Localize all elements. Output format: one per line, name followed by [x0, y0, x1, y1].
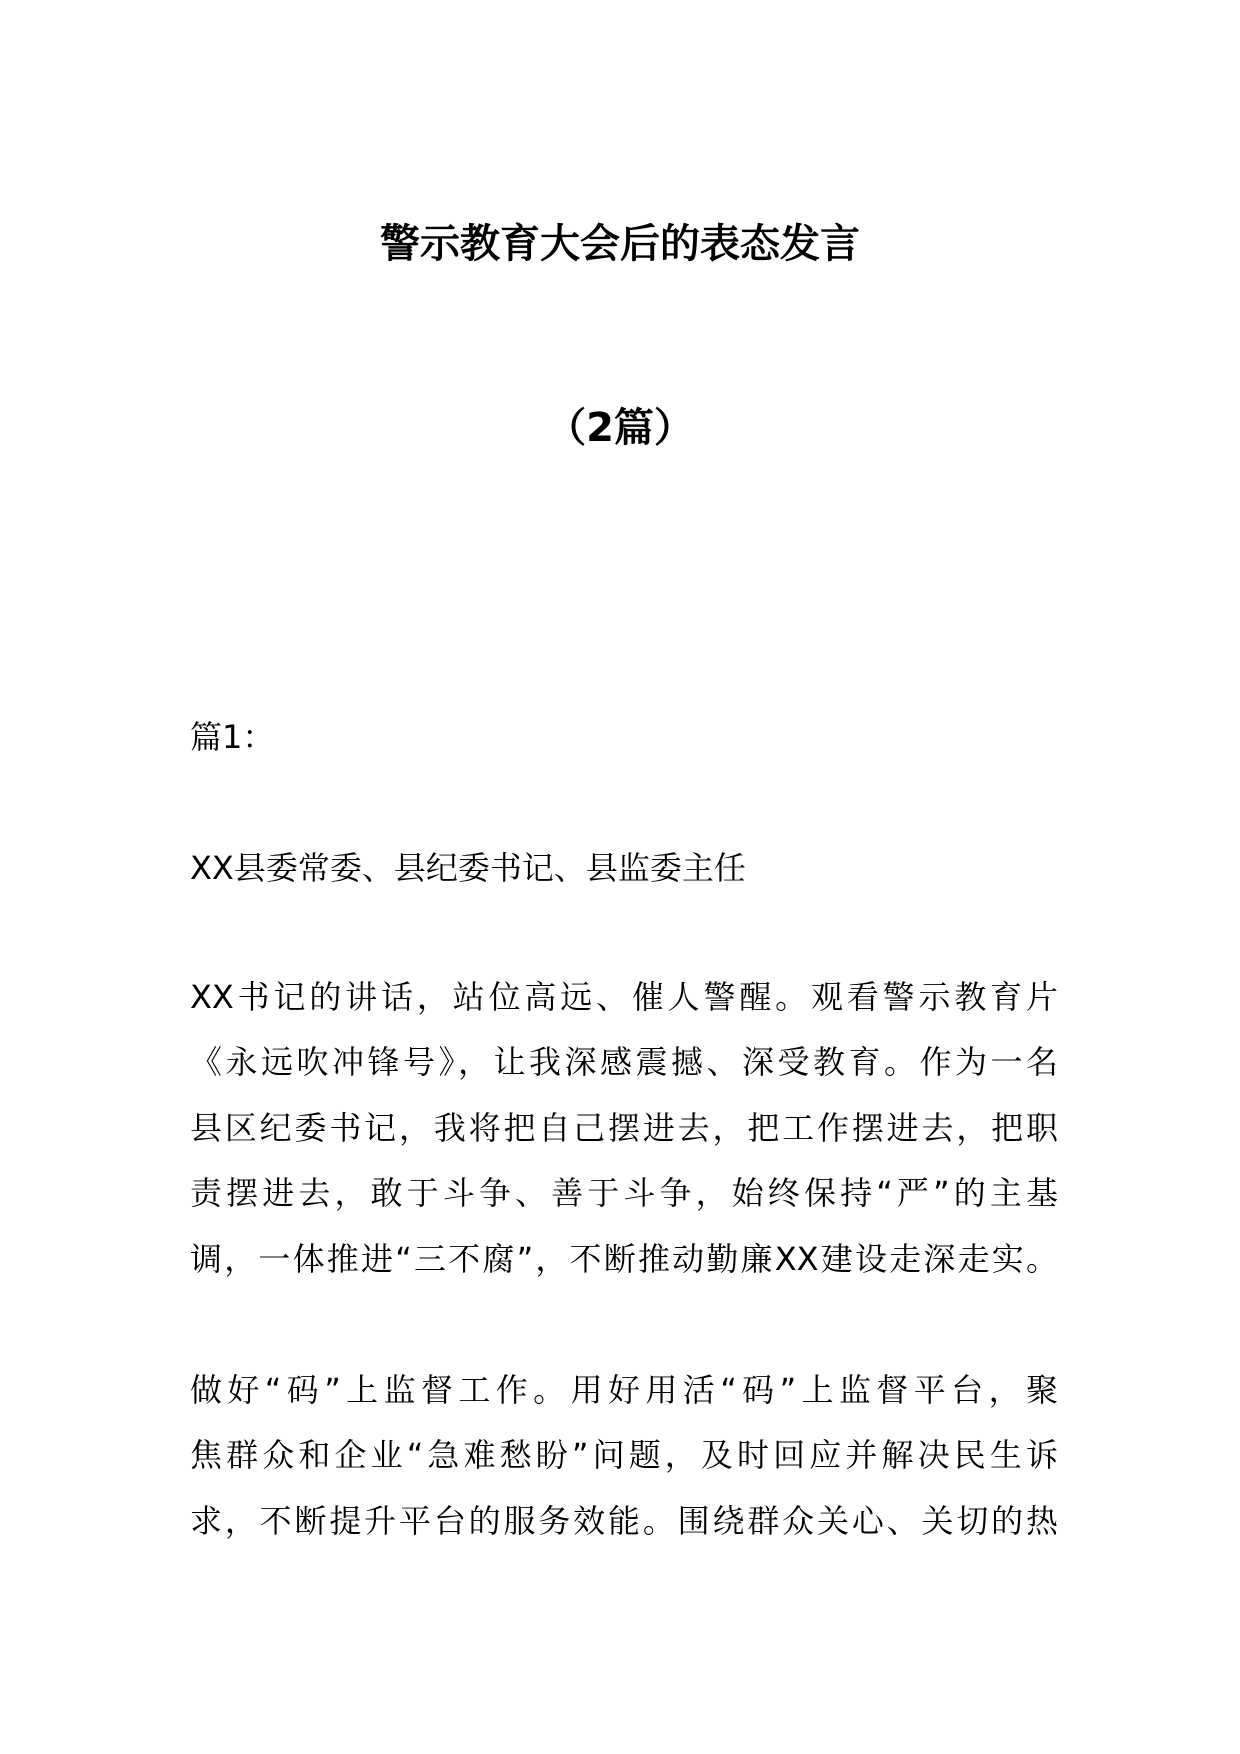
document-title: 警示教育大会后的表态发言 [380, 221, 860, 267]
section-label: 篇1： [190, 718, 275, 756]
author-line: XX县委常委、县纪委书记、县监委主任 [190, 849, 746, 887]
paragraph-line: 县区纪委书记，我将把自己摆进去，把工作摆进去，把职 [190, 1109, 1058, 1147]
document-subtitle: （2篇） [546, 405, 694, 451]
paragraph-line: 《永远吹冲锋号》，让我深感震撼、深受教育。作为一名 [190, 1043, 1058, 1081]
paragraph-line: 做好“码”上监督工作。用好用活“码”上监督平台，聚 [190, 1371, 1058, 1409]
paragraph-line: 责摆进去，敢于斗争、善于斗争，始终保持“严”的主基 [190, 1174, 1058, 1212]
paragraph-line: 调，一体推进“三不腐”，不断推动勤廉XX建设走深走实。 [190, 1240, 1058, 1278]
paragraph-line: 焦群众和企业“急难愁盼”问题，及时回应并解决民生诉 [190, 1436, 1058, 1474]
paragraph-line: XX书记的讲话，站位高远、催人警醒。观看警示教育片 [190, 978, 1058, 1016]
paragraph-line: 求，不断提升平台的服务效能。围绕群众关心、关切的热 [190, 1502, 1058, 1540]
